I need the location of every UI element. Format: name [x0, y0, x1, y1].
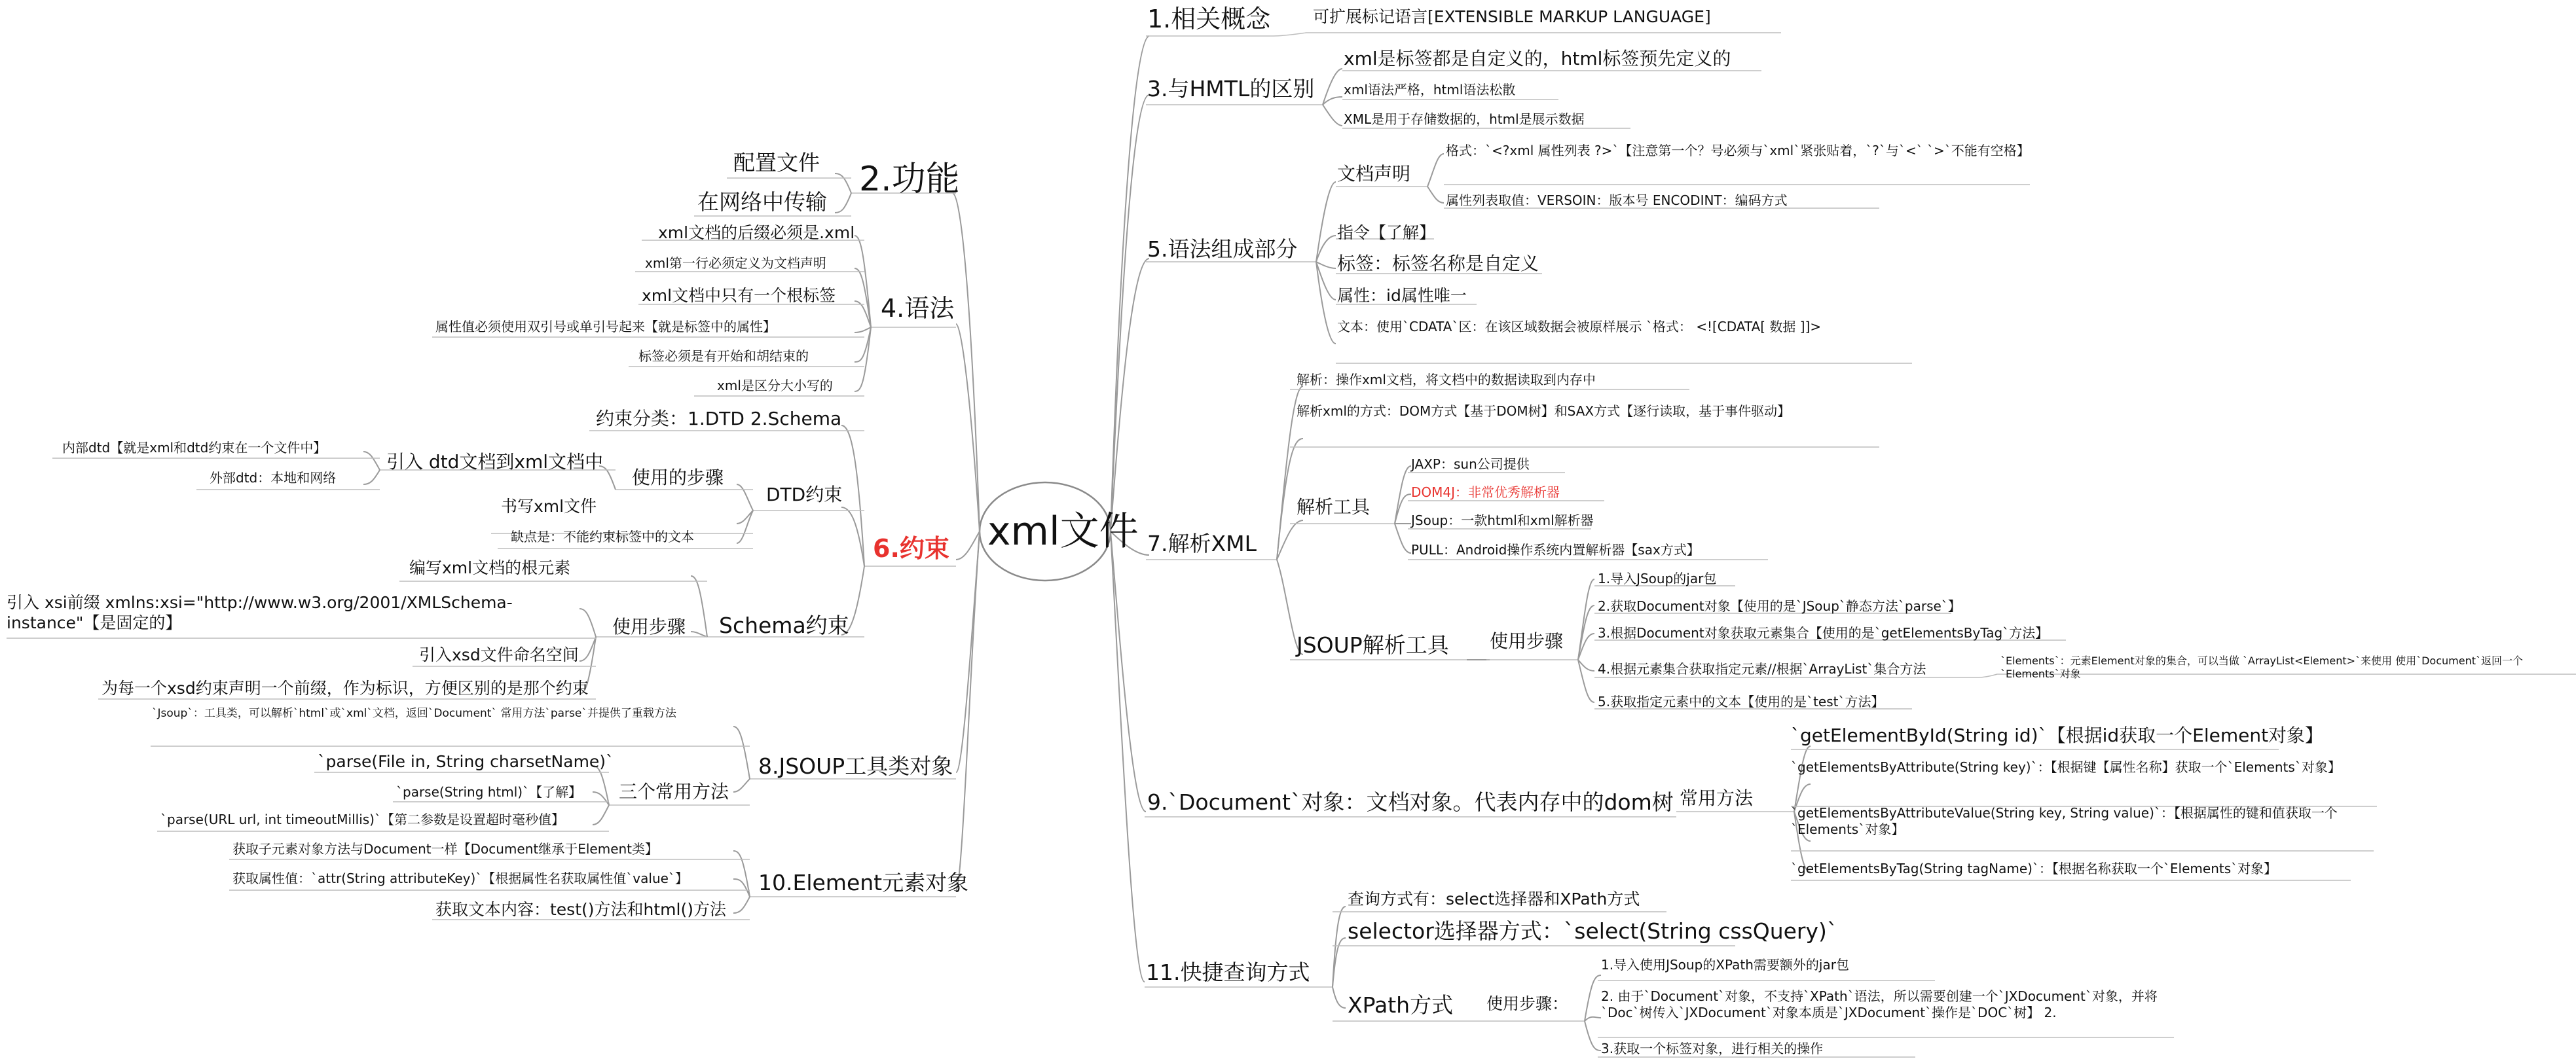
- b7-parse-methods: 解析xml的方式：DOM方式【基于DOM树】和SAX方式【逐行读取，基于事件驱动】: [1297, 403, 1791, 419]
- branch-5-label: 5.语法组成部分: [1147, 236, 1298, 262]
- element-child: 获取子元素对象方法与Document一样【Document继承于Element类】: [232, 841, 659, 857]
- xpath-step-2: 2. 由于`Document`对象，不支持`XPath`语法，所以需要创建一个`JXDocument`对象，并将`Doc`树传入`JXDocument`对象本质是`JXDocument`操作是`DOC`树】 2.: [1601, 988, 2158, 1020]
- b6-dtd-label: DTD约束: [766, 484, 843, 505]
- b5-declaration-attrs: 属性列表取值：VERSOIN：版本号 ENCODINT：编码方式: [1446, 192, 1788, 208]
- element-text: 获取文本内容：test()方法和html()方法: [435, 900, 726, 919]
- b6-constraint-types: 约束分类：1.DTD 2.Schema: [596, 408, 842, 429]
- b9-methods-label: 常用方法: [1680, 787, 1754, 809]
- jsoup-step-5: 5.获取指定元素中的文本【使用的是`test`方法】: [1598, 694, 1885, 710]
- b5-text-cdata: 文本：使用`CDATA`区：在该区域数据会被原样展示 `格式： <![CDATA[ 数据 ]]>: [1337, 319, 1822, 334]
- jsoup-step-3: 3.根据Document对象获取元素集合【使用的是`getElementsByTag`方法】: [1598, 625, 2049, 641]
- b2-config-file: 配置文件: [733, 150, 820, 175]
- branch-2-label: 2.功能: [859, 160, 960, 199]
- b8-jsoup-desc: `Jsoup`：工具类，可以解析`html`或`xml`文档，返回`Document` 常用方法`parse`并提供了重载方法: [152, 707, 676, 720]
- branch-9-label: 9.`Document`对象：文档对象。代表内存中的dom树: [1147, 789, 1674, 815]
- jsoup-step-4: 4.根据元素集合获取指定元素//根据`ArrayList`集合方法: [1598, 661, 1926, 677]
- b7-parse-def: 解析：操作xml文档，将文档中的数据读取到内存中: [1297, 372, 1596, 387]
- branch-7-label: 7.解析XML: [1147, 531, 1257, 556]
- syntax-rule-5: 标签必须是有开始和胡结束的: [638, 348, 809, 364]
- xpath-step-3: 3.获取一个标签对象，进行相关的操作: [1601, 1041, 1824, 1056]
- branch-3-label: 3.与HMTL的区别: [1147, 76, 1315, 101]
- doc-method-by-attribute-value: `getElementsByAttributeValue(String key, String value)`：【根据属性的键和值获取一个`Elements`对象】: [1791, 805, 2338, 837]
- b5-attribute: 属性：id属性唯一: [1337, 286, 1467, 305]
- tool-dom4j: DOM4J：非常优秀解析器: [1411, 484, 1560, 500]
- xpath-step-1: 1.导入使用JSoup的XPath需要额外的jar包: [1601, 957, 1849, 973]
- b3-item-1: xml是标签都是自定义的，html标签预先定义的: [1344, 48, 1731, 69]
- schema-step-namespace: 引入xsd文件命名空间: [419, 645, 579, 664]
- schema-step-prefix: 为每一个xsd约束声明一个前缀，作为标识，方便区别的是那个约束: [101, 679, 589, 698]
- branch-1-label: 1.相关概念: [1147, 5, 1271, 33]
- schema-root: 编写xml文档的根元素: [409, 558, 571, 577]
- doc-method-by-id: `getElementById(String id)`【根据id获取一个Element对象】: [1791, 725, 2324, 746]
- doc-method-by-attribute: `getElementsByAttribute(String key)`：【根据键【属性名称】获取一个`Elements`对象】: [1791, 759, 2341, 775]
- dtd-introduce: 引入 dtd文档到xml文档中: [386, 451, 604, 473]
- b7-jsoup-steps-label: 使用步骤: [1490, 630, 1564, 652]
- jsoup-step-2: 2.获取Document对象【使用的是`JSoup`静态方法`parse`】: [1598, 598, 1961, 614]
- syntax-rule-3: xml文档中只有一个根标签: [642, 286, 836, 305]
- tool-jsoup: JSoup：一款html和xml解析器: [1411, 513, 1594, 528]
- branch-6-label: 6.约束: [873, 534, 949, 563]
- branch-10-label: 10.Element元素对象: [758, 870, 969, 895]
- syntax-rule-6: xml是区分大小写的: [717, 378, 833, 393]
- dtd-steps-label: 使用的步骤: [632, 467, 724, 488]
- element-attr: 获取属性值：`attr(String attributeKey)`【根据属性名获取属性值`value`】: [232, 871, 688, 886]
- schema-step-xsi: 引入 xsi前缀 xmlns:xsi="http://www.w3.org/2001/XMLSchema-instance"【是固定的】: [7, 593, 513, 633]
- b7-tools-label: 解析工具: [1297, 496, 1371, 518]
- b5-directive: 指令【了解】: [1337, 223, 1436, 242]
- syntax-rule-1: xml文档的后缀必须是.xml: [658, 223, 855, 242]
- jsoup-step-1: 1.导入JSoup的jar包: [1598, 571, 1717, 586]
- b11-selector: selector选择器方式：`select(String cssQuery)`: [1348, 918, 1838, 944]
- dtd-write-xml: 书写xml文件: [501, 497, 597, 516]
- dtd-inner: 内部dtd【就是xml和dtd约束在一个文件中】: [62, 440, 327, 456]
- b11-xpath-label: XPath方式: [1348, 992, 1454, 1018]
- branch-1-definition: 可扩展标记语言[EXTENSIBLE MARKUP LANGUAGE]: [1313, 7, 1711, 26]
- b2-network-transfer: 在网络中传输: [697, 189, 827, 215]
- b8-methods-label: 三个常用方法: [619, 781, 729, 802]
- b5-declaration-format: 格式：`<?xml 属性列表 ?>`【注意第一个？号必须与`xml`紧张贴着，`?`与`<` `>`不能有空格】: [1446, 143, 2030, 158]
- jsoup-parse-file: `parse(File in, String charsetName)`: [318, 752, 614, 771]
- jsoup-parse-html: `parse(String html)`【了解】: [396, 784, 582, 800]
- b5-declaration-label: 文档声明: [1337, 163, 1411, 185]
- center-label: xml文件: [987, 509, 1139, 554]
- syntax-rule-4: 属性值必须使用双引号或单引号起来【就是标签中的属性】: [435, 319, 776, 334]
- b6-schema-label: Schema约束: [719, 613, 849, 638]
- schema-steps-label: 使用步骤: [612, 616, 686, 638]
- jsoup-parse-url: `parse(URL url, int timeoutMillis)`【第二参数是设置超时毫秒值】: [160, 812, 564, 827]
- branch-11-label: 11.快捷查询方式: [1146, 960, 1310, 985]
- tool-jaxp: JAXP：sun公司提供: [1411, 456, 1530, 472]
- jsoup-step-4-note: `Elements`：元素Element对象的集合，可以当做 `ArrayList<Element>`来使用 使用`Document`返回一个`Elements`对象: [2000, 655, 2524, 680]
- doc-method-by-tag: `getElementsByTag(String tagName)`：【根据名称获取一个`Elements`对象】: [1791, 861, 2277, 876]
- b11-query-types: 查询方式有：select选择器和XPath方式: [1348, 890, 1640, 908]
- b11-xpath-steps-label: 使用步骤：: [1486, 994, 1569, 1013]
- dtd-flaw: 缺点是：不能约束标签中的文本: [511, 529, 694, 545]
- syntax-rule-2: xml第一行必须定义为文档声明: [645, 255, 826, 271]
- branch-8-label: 8.JSOUP工具类对象: [758, 753, 953, 779]
- branch-4-label: 4.语法: [881, 294, 955, 323]
- b7-jsoup-label: JSOUP解析工具: [1297, 632, 1449, 658]
- tool-pull: PULL：Android操作系统内置解析器【sax方式】: [1411, 542, 1700, 558]
- b3-item-2: xml语法严格，html语法松散: [1344, 82, 1516, 98]
- b3-item-3: XML是用于存储数据的，html是展示数据: [1344, 111, 1585, 127]
- dtd-outer: 外部dtd：本地和网络: [210, 470, 337, 486]
- b5-tag: 标签：标签名称是自定义: [1337, 253, 1539, 274]
